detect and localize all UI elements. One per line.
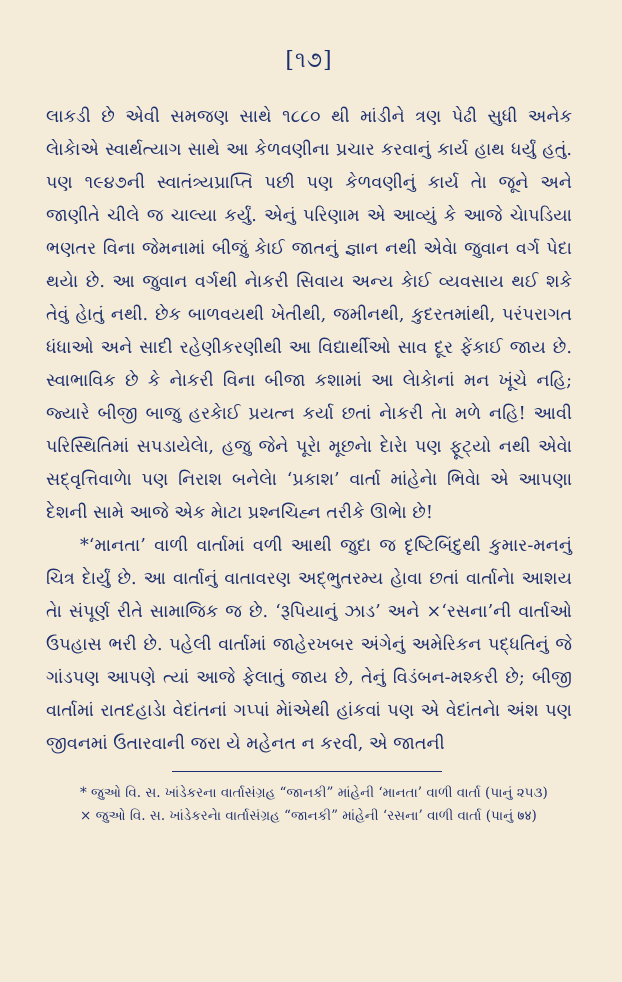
footnote-1: * જુઓ વિ. સ. ખાંડેકરના વાર્તાસંગ્રહ “જાનકી” માંહેની ‘માનતા’ વાળી વાર્તા (પાનું ૨૫૩) [80, 785, 548, 801]
footnote-divider [172, 771, 442, 772]
page-number: [૧૭] [285, 48, 333, 73]
footnotes [46, 782, 572, 828]
footnote-2: × જુઓ વિ. સ. ખાંડેકરનેા વાર્તાસંગ્રહ “જાનકી” માંહેની ‘રસના’ વાળી વાર્તા (પાનું ७४) [80, 808, 537, 824]
body-text [46, 101, 572, 761]
paragraph-1: લાકડી છે એવી સમજણ સાથે ૧૮૮૦ થી માંડીને ત્રણ પેઢી સુધી અનેક લેાકેાએ સ્વાર્થત્યાગ સાથે આ કેળવણીના પ્રચાર કરવાનું કાર્ય હાથ ધર્યું હતું. પણ ૧૯૪૭ની સ્વાતંત્ર્યપ્રાપ્તિ પછી પણ કેળવણીનું કાર્ય તેા જૂને અને જાણીતે ચીલે જ ચાલ્યા કર્યું. એનું પરિણામ એ આવ્યું કે આજે ચેાપડિયા ભણતર વિના જેમનામાં બીજું કેાઈ જાતનું જ્ઞાન નથી એવેા જુવાન વર્ગ પેદા થયેા છે. આ જુવાન વર્ગથી નેાકરી સિવાય અન્ય કેાઈ વ્યવસાય થઈ શકે તેવું હેાતું નથી. છેક બાળવયથી ખેતીથી, જમીનથી, કુદરતમાંથી, પરંપરાગત ધંધાઓ અને સાદી રહેણીકરણીથી આ વિદ્યાર્થીઓ સાવ દૂર ફેંકાઈ જાય છે. સ્વાભાવિક છે કે નેાકરી વિના બીજા કશામાં આ લેાકેાનાં મન ખૂંચે નહિ; જ્યારે બીજી બાજુ હરકેાઈ પ્રયત્ન કર્યા છતાં નેાકરી તેા મળે નહિ! આવી પરિસ્થિતિમાં સપડાયેલેા, હજુ જેને પૂરેા મૂછનેા દેારેા પણ ફૂટ્યો નથી એવેા સદ્‌વૃત્તિવાળેા પણ નિરાશ બનેલેા ‘પ્રકાશ’ વાર્તા માંહેનેા ભિવેા એ આપણા દેશની સામે આજે એક મેાટા પ્રશ્નચિહ્ન તરીકે ઊભેા છે! [46, 107, 572, 523]
paragraph-2: *‘માનતા’ વાળી વાર્તામાં વળી આથી જુદા જ દૃષ્ટિબિંદુથી કુમાર-મનનું ચિત્ર દેાર્યું છે. આ વાર્તાનું વાતાવરણ અદ્‌ભુતરમ્ય હેાવા છતાં વાર્તાનેા આશય તેા સંપૂર્ણ રીતે સામાજિક જ છે. ‘રૂપિયાનું ઝાડ’ અને ×‘રસના’ની વાર્તાઓ ઉપહાસ ભરી છે. પહેલી વાર્તામાં જાહેરખબર અંગેનું અમેરિકન પદ્ધતિનું જે ગાંડપણ આપણે ત્યાં આજે ફેલાતું જાય છે, તેનું વિડંબન-મશ્કરી છે; બીજી વાર્તામાં રાતદહાડેા વેદાંતનાં ગપ્પાં મેાંએથી હાંકવાં પણ એ વેદાંતનેા અંશ પણ જીવનમાં ઉતારવાની જરા યે મહેનત ન કરવી, એ જાતની [46, 536, 572, 754]
